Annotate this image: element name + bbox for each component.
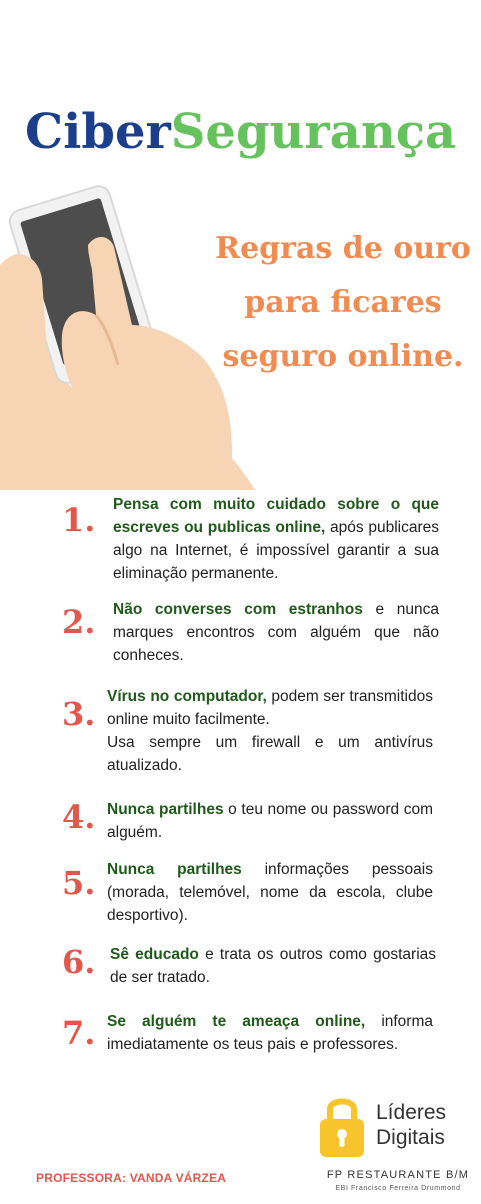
rule-rest: após publicares algo na Internet, é impossível garantir a sua eliminação permanente. [113,519,439,582]
brand-line-1: Líderes [376,1101,447,1124]
title-part-seguranca: Segurança [170,104,457,160]
rule-text [113,598,439,667]
rule-bold: Não converses com estranhos [113,601,363,618]
rule-rest: e trata os outros como gostarias de ser tratado. [110,946,437,986]
title-part-ciber: Ciber [24,104,171,160]
rule-extra: Usa sempre um firewall e um antivírus atualizado. [107,734,433,774]
rule-bold: Pensa com muito cuidado sobre o que escreves ou publicas online, [113,496,439,536]
rule-text [107,685,433,777]
rule-rest: e nunca marques encontros com alguém que não conheces. [113,601,439,664]
subtitle [208,222,478,384]
brand-logo-text [376,1100,446,1150]
rule-rest: informa imediatamente os teus pais e professores. [107,1013,433,1053]
rule-number: 5. [62,864,96,902]
rule-number: 3. [62,695,96,733]
brand-line-2: Digitais [376,1126,445,1149]
rule-text [107,1010,433,1056]
school-subname: EBI Francisco Ferreira Drummond [335,1185,461,1192]
rule-text [107,858,433,927]
page-title [0,102,481,162]
rule-number: 7. [62,1014,96,1052]
rule-bold: Sê educado [110,946,199,963]
rule-text [107,798,433,844]
rule-rest: podem ser transmitidos online muito facilmente. [107,688,433,728]
padlock-icon [318,1093,366,1159]
school-name: FP RESTAURANTE B/M [326,1169,470,1181]
rule-bold: Nunca partilhes [107,801,224,818]
subtitle-line-1: Regras de ouro [215,231,471,266]
rule-number: 1. [62,501,96,539]
teacher-name: PROFESSORA: VANDA VÁRZEA [36,1171,227,1185]
rule-bold: Nunca partilhes [107,861,242,878]
rule-text [110,943,436,989]
rule-bold: Se alguém te ameaça online, [107,1013,366,1030]
rule-text [113,493,439,585]
rule-number: 2. [62,603,96,641]
subtitle-line-3: seguro online. [222,339,464,374]
rule-number: 4. [62,798,96,836]
subtitle-line-2: para ficares [244,285,442,320]
rule-number: 6. [62,943,96,981]
rule-rest: informações pessoais (morada, telemóvel, nome da escola, clube desportivo). [107,861,433,924]
rule-bold: Vírus no computador, [107,688,267,705]
rule-rest: o teu nome ou password com alguém. [107,801,433,841]
